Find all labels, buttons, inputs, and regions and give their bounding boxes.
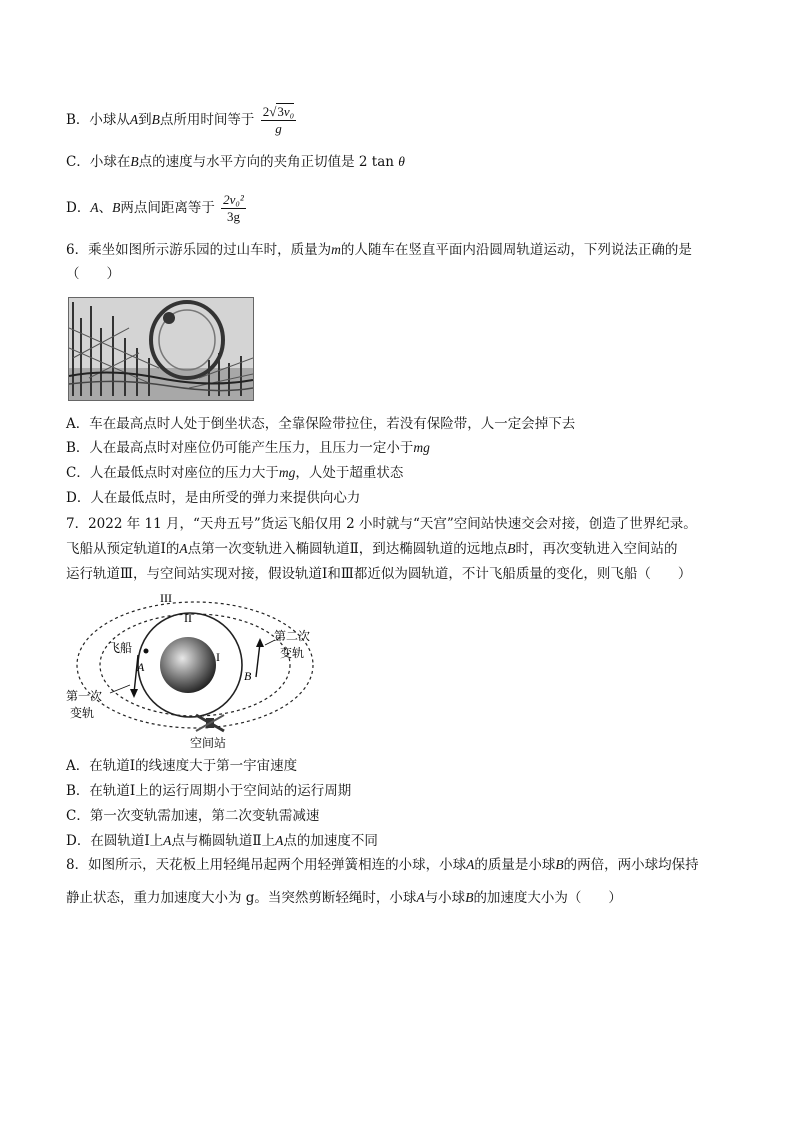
q7-stem-line-3: 运行轨道Ⅲ，与空间站实现对接，假设轨道Ⅰ和Ⅲ都近似为圆轨道，不计飞船质量的变化，则飞船（ ）: [66, 566, 692, 582]
q8-stem-line-2: 静止状态，重力加速度大小为 g。当突然剪断轻绳时，小球A与小球B的加速度大小为（ ）: [66, 890, 622, 906]
label-point-a: A: [137, 660, 145, 674]
q8-stem-line-1: 8．如图所示，天花板上用轻绳吊起两个用轻弹簧相连的小球，小球A的质量是小球B的两倍，两小球均保持: [66, 857, 699, 873]
q6-stem-line-2: （ ）: [66, 266, 120, 282]
q7-stem-line-2: 飞船从预定轨道Ⅰ的A点第一次变轨进入椭圆轨道Ⅱ，到达椭圆轨道的远地点B时，再次变轨进入空间站的: [66, 541, 678, 557]
label-space-station: 空间站: [190, 736, 227, 750]
orbit-diagram: [60, 585, 350, 755]
ship-dot: [144, 649, 149, 654]
roller-coaster-photo: [68, 297, 254, 401]
label-point-b: B: [244, 669, 252, 683]
q5-option-d: D．A、B两点间距离等于 $\frac{\text{2v₀²}}{3g}$: [66, 192, 244, 224]
q7-option-b: B．在轨道Ⅰ上的运行周期小于空间站的运行周期: [66, 783, 352, 799]
label-first-transfer-2: 变轨: [70, 706, 95, 720]
q7-option-a: A．在轨道Ⅰ的线速度大于第一宇宙速度: [66, 758, 298, 774]
orbit-diagram-svg: [60, 585, 350, 755]
label-first-transfer-1: 第一次: [66, 689, 103, 703]
label-second-transfer-1: 第二次: [274, 629, 311, 643]
q6-option-b: B．人在最高点时对座位仍可能产生压力，且压力一定小于mg: [66, 440, 430, 456]
label-orbit-iii: III: [160, 591, 172, 605]
label-orbit-i: I: [216, 650, 220, 664]
roller-coaster-image: [69, 298, 253, 400]
q5-option-c: C．小球在B点的速度与水平方向的夹角正切值是 2 tan θ: [66, 154, 405, 170]
q6-option-d: D．人在最低点时，是由所受的弹力来提供向心力: [66, 490, 361, 506]
label-orbit-ii: II: [184, 611, 192, 625]
earth: [160, 637, 216, 693]
space-station-icon: [196, 715, 224, 731]
q6-option-c: C．人在最低点时对座位的压力大于mg，人处于超重状态: [66, 465, 404, 481]
label-ship: 飞船: [108, 641, 133, 655]
fraction-distance: $\frac{\text{2v₀²}}{3g}$: [223, 192, 244, 224]
q7-option-d: D．在圆轨道Ⅰ上A点与椭圆轨道Ⅱ上A点的加速度不同: [66, 833, 378, 849]
q7-option-c: C．第一次变轨需加速，第二次变轨需减速: [66, 808, 320, 824]
q7-stem-line-1: 7．2022 年 11 月，“天舟五号”货运飞船仅用 2 小时就与“天宫”空间站快速交会对接，创造了世界纪录。: [66, 516, 697, 532]
q6-stem-line-1: 6．乘坐如图所示游乐园的过山车时，质量为m的人随车在竖直平面内沿圆周轨道运动，下列说法正确的是: [66, 242, 692, 258]
q6-option-a: A．车在最高点时人处于倒坐状态，全靠保险带拉住，若没有保险带，人一定会掉下去: [66, 416, 576, 432]
q5-option-b: B．小球从A到B点所用时间等于 $\frac{\text{2√3v₀}}{g}$: [66, 104, 295, 136]
label-second-transfer-2: 变轨: [280, 646, 305, 660]
fraction-time: $\frac{\text{2√3v₀}}{g}$: [262, 104, 295, 136]
